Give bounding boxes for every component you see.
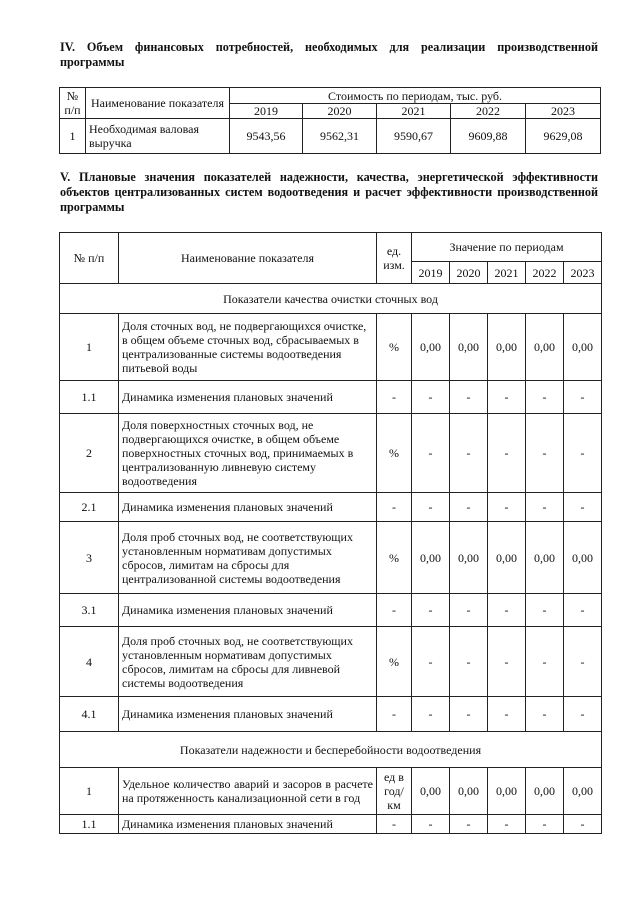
row-value: 0,00 — [488, 768, 526, 815]
group-title-reliability: Показатели надежности и бесперебойности водоотведения — [60, 732, 602, 768]
year-header: 2019 — [412, 262, 450, 284]
row-num: 2 — [60, 414, 119, 493]
row-value: - — [564, 414, 602, 493]
row-value: 0,00 — [526, 314, 564, 381]
row-value: - — [450, 697, 488, 732]
col-header-cost: Стоимость по периодам, тыс. руб. — [230, 88, 601, 104]
row-unit: - — [377, 381, 412, 414]
year-header: 2020 — [303, 104, 377, 119]
row-unit: ед в год/ км — [377, 768, 412, 815]
row-name: Доля поверхностных сточных вод, не подвергающихся очистке, в общем объеме поверхностных сточных вод, принимаемых в централизованную ливневую систему водоотведения — [119, 414, 377, 493]
year-header: 2019 — [230, 104, 303, 119]
row-value: 0,00 — [412, 314, 450, 381]
row-value: 9543,56 — [230, 119, 303, 154]
row-num: 1 — [60, 314, 119, 381]
row-num: 1 — [60, 768, 119, 815]
row-value: 0,00 — [564, 314, 602, 381]
row-name: Динамика изменения плановых значений — [119, 594, 377, 627]
row-name: Доля проб сточных вод, не соответствующих установленным нормативам допустимых сбросов, лимитам на сбросы для ливневой системы водоотведения — [119, 627, 377, 697]
row-value: - — [450, 815, 488, 834]
section-4-heading: IV. Объем финансовых потребностей, необходимых для реализации производственной программы — [60, 40, 598, 69]
year-header: 2023 — [564, 262, 602, 284]
table-row — [60, 594, 602, 627]
row-unit: - — [377, 697, 412, 732]
row-unit: % — [377, 522, 412, 594]
row-value: 0,00 — [488, 314, 526, 381]
row-num: 4.1 — [60, 697, 119, 732]
row-value: - — [564, 815, 602, 834]
row-value: - — [488, 414, 526, 493]
row-value: 0,00 — [564, 522, 602, 594]
row-value: - — [526, 697, 564, 732]
row-name: Необходимая валовая выручка — [86, 119, 230, 154]
table-row — [60, 493, 602, 522]
row-name: Динамика изменения плановых значений — [119, 815, 377, 834]
row-value: - — [412, 594, 450, 627]
row-value: 0,00 — [412, 768, 450, 815]
row-value: - — [412, 381, 450, 414]
row-value: 9609,88 — [451, 119, 526, 154]
col-header-values: Значение по периодам — [412, 233, 602, 262]
year-header: 2021 — [488, 262, 526, 284]
row-value: - — [526, 594, 564, 627]
col-header-unit: ед. изм. — [377, 233, 412, 284]
row-value: - — [412, 493, 450, 522]
row-unit: - — [377, 815, 412, 834]
col-header-num: № п/п — [60, 233, 119, 284]
row-name: Доля проб сточных вод, не соответствующих установленным нормативам допустимых сбросов, лимитам на сбросы для централизованной системы водоотведения — [119, 522, 377, 594]
row-name: Доля сточных вод, не подвергающихся очистке, в общем объеме сточных вод, сбрасываемых в централизованные системы водоотведения питьевой воды — [119, 314, 377, 381]
col-header-num: № п/п — [60, 88, 86, 119]
row-value: - — [488, 697, 526, 732]
row-value: - — [450, 594, 488, 627]
row-value: 0,00 — [412, 522, 450, 594]
row-value: - — [526, 493, 564, 522]
row-value: - — [488, 594, 526, 627]
row-value: - — [450, 493, 488, 522]
row-value: - — [450, 381, 488, 414]
row-name: Динамика изменения плановых значений — [119, 493, 377, 522]
row-num: 1.1 — [60, 815, 119, 834]
row-unit: - — [377, 493, 412, 522]
row-value: - — [412, 414, 450, 493]
row-value: - — [488, 627, 526, 697]
year-header: 2023 — [526, 104, 601, 119]
row-value: - — [564, 594, 602, 627]
row-value: - — [526, 414, 564, 493]
row-value: - — [564, 627, 602, 697]
row-value: - — [450, 627, 488, 697]
row-value: 0,00 — [564, 768, 602, 815]
row-num: 1.1 — [60, 381, 119, 414]
row-value: 0,00 — [450, 522, 488, 594]
table-row — [60, 627, 602, 697]
row-unit: - — [377, 594, 412, 627]
year-header: 2022 — [451, 104, 526, 119]
table-row — [60, 522, 602, 594]
table-row — [60, 697, 602, 732]
financial-needs-table — [59, 87, 601, 154]
row-num: 4 — [60, 627, 119, 697]
row-value: - — [488, 381, 526, 414]
row-value: 0,00 — [526, 522, 564, 594]
row-value: - — [564, 381, 602, 414]
row-value: - — [412, 815, 450, 834]
row-num: 3 — [60, 522, 119, 594]
group-title-quality: Показатели качества очистки сточных вод — [60, 284, 602, 314]
table-row — [60, 768, 602, 815]
row-value: - — [526, 627, 564, 697]
table-row — [60, 314, 602, 381]
col-header-name: Наименование показателя — [86, 88, 230, 119]
row-num: 2.1 — [60, 493, 119, 522]
col-header-name: Наименование показателя — [119, 233, 377, 284]
table-row — [60, 119, 601, 154]
indicators-table — [59, 232, 602, 834]
row-value: 0,00 — [450, 768, 488, 815]
year-header: 2021 — [377, 104, 451, 119]
row-value: 0,00 — [488, 522, 526, 594]
row-num: 3.1 — [60, 594, 119, 627]
row-value: 9629,08 — [526, 119, 601, 154]
row-value: - — [412, 627, 450, 697]
row-value: 0,00 — [526, 768, 564, 815]
row-name: Динамика изменения плановых значений — [119, 381, 377, 414]
row-value: - — [488, 815, 526, 834]
row-unit: % — [377, 314, 412, 381]
row-value: 0,00 — [450, 314, 488, 381]
table-row — [60, 815, 602, 834]
row-name: Динамика изменения плановых значений — [119, 697, 377, 732]
table-row — [60, 414, 602, 493]
row-unit: % — [377, 627, 412, 697]
section-5-heading: V. Плановые значения показателей надежности, качества, энергетической эффективности объектов централизованных систем водоотведения и расчет эффективности производственной программы — [60, 170, 598, 214]
row-name: Удельное количество аварий и засоров в расчете на протяженность канализационной сети в год — [119, 768, 377, 815]
row-value: 9590,67 — [377, 119, 451, 154]
row-value: - — [564, 493, 602, 522]
year-header: 2020 — [450, 262, 488, 284]
row-num: 1 — [60, 119, 86, 154]
row-value: - — [488, 493, 526, 522]
row-value: - — [526, 381, 564, 414]
row-value: - — [450, 414, 488, 493]
row-unit: % — [377, 414, 412, 493]
table-row — [60, 381, 602, 414]
year-header: 2022 — [526, 262, 564, 284]
row-value: - — [526, 815, 564, 834]
row-value: - — [564, 697, 602, 732]
row-value: - — [412, 697, 450, 732]
row-value: 9562,31 — [303, 119, 377, 154]
